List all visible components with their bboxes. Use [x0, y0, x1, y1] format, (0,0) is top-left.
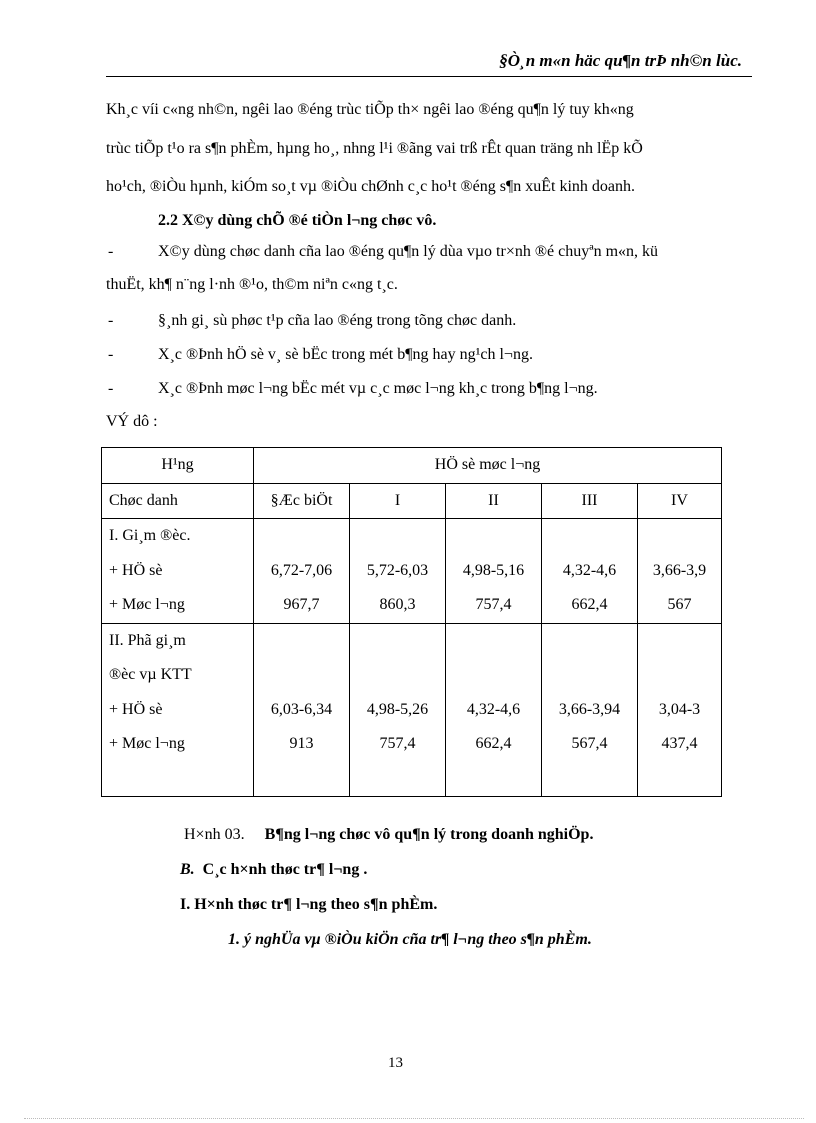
- intro-line-1: Kh¸c víi c«ng nh©n, ngêi lao ®éng trùc tiÕp th× ngêi lao ®éng qu¶n lý tuy kh«ng: [106, 101, 634, 118]
- table-cell: 4,98-5,26 757,4: [350, 623, 446, 797]
- header-title: §Ò¸n m«n häc qu¶n trÞ nh©n lùc.: [499, 51, 742, 70]
- bullet-line: X¸c ®Þnh hÖ sè v¸ sè bËc trong mét b¶ng hay ng¹ch l¬ng.: [158, 346, 533, 363]
- table-cell: 4,98-5,16 757,4: [446, 519, 542, 624]
- bullet-dash: -: [108, 346, 114, 363]
- table-cell: 3,66-3,94 567,4: [542, 623, 638, 797]
- bullet-line: X©y dùng chøc danh cña lao ®éng qu¶n lý dùa vµo tr×nh ®é chuyªn m«n, kü: [158, 243, 659, 260]
- group-label-cell: [102, 623, 254, 797]
- page-number: 13: [388, 1055, 403, 1071]
- example-label: VÝ dô :: [106, 413, 158, 430]
- table-cell: 6,03-6,34 913: [254, 623, 350, 797]
- column-header: IV: [638, 483, 722, 519]
- table-caption: [184, 826, 593, 844]
- table-cell: 3,04-3 437,4: [638, 623, 722, 797]
- wage-label: + Møc l¬ng: [109, 596, 185, 613]
- caption-text: B¶ng l¬ng chøc vô qu¶n lý trong doanh nghiÖp.: [264, 826, 594, 843]
- caption-prefix: H×nh 03.: [184, 826, 245, 843]
- column-header: III: [542, 483, 638, 519]
- bullet-line: X¸c ®Þnh møc l¬ng bËc mét vµ c¸c møc l¬ng kh¸c trong b¶ng l¬ng.: [158, 380, 598, 397]
- table-cell: 3,66-3,9 567: [638, 519, 722, 624]
- header-cell: H¹ng: [102, 448, 254, 484]
- section-heading: 2.2 X©y dùng chÕ ®é tiÒn l¬ng chøc vô.: [158, 212, 437, 229]
- table-row: [102, 519, 722, 624]
- coef-label: + HÖ sè: [109, 700, 163, 718]
- column-header: I: [350, 483, 446, 519]
- column-header: II: [446, 483, 542, 519]
- coef-label: + HÖ sè: [109, 561, 163, 579]
- section-b-text: C¸c h×nh thøc tr¶ l¬ng .: [202, 861, 368, 878]
- bullet-dash: -: [108, 380, 114, 397]
- section-1-heading: I. H×nh thøc tr¶ l¬ng theo s¶n phÈm.: [180, 896, 438, 913]
- bullet-line: thuËt, kh¶ n¨ng l·nh ®¹o, th©m niªn c«ng t¸c.: [106, 276, 398, 293]
- table-cell: 4,32-4,6 662,4: [446, 623, 542, 797]
- table-header-row: [102, 483, 722, 519]
- bullet-line: §¸nh gi¸ sù phøc t¹p cña lao ®éng trong tõng chøc danh.: [158, 312, 517, 329]
- wage-label: + Møc l¬ng: [109, 735, 185, 752]
- table-cell: 4,32-4,6 662,4: [542, 519, 638, 624]
- table-cell: 5,72-6,03 860,3: [350, 519, 446, 624]
- table-row: [102, 623, 722, 797]
- section-b-heading: [180, 861, 367, 879]
- column-header: §Æc biÖt: [254, 483, 350, 519]
- header-cell: HÖ sè møc l¬ng: [254, 448, 722, 484]
- header-rule: [106, 76, 752, 77]
- subsection-heading: 1. ý nghÜa vµ ®iÒu kiÖn cña tr¶ l¬ng theo s¶n phÈm.: [228, 931, 592, 948]
- group-title: I. Gi¸m ®èc.: [109, 527, 191, 544]
- section-b-letter: B.: [180, 861, 195, 878]
- group-title: II. Phã gi¸m: [109, 631, 186, 649]
- intro-line-3: ho¹ch, ®iÒu hµnh, kiÓm so¸t vµ ®iÒu chØnh c¸c ho¹t ®éng s¶n xuÊt kinh doanh.: [106, 178, 636, 195]
- salary-table: [101, 447, 722, 797]
- group-label-cell: [102, 519, 254, 624]
- table-header-row: [102, 448, 722, 484]
- footer-rule: [24, 1118, 804, 1119]
- bullet-dash: -: [108, 243, 114, 260]
- group-title: ®èc vµ KTT: [109, 666, 192, 683]
- row-label-cell: Chøc danh: [102, 483, 254, 519]
- table-cell: 6,72-7,06 967,7: [254, 519, 350, 624]
- bullet-dash: -: [108, 312, 114, 329]
- intro-line-2: trùc tiÕp t¹o ra s¶n phÈm, hµng ho¸, nhng l¹i ®ãng vai trß rÊt quan träng nh lËp kÕ: [106, 140, 643, 157]
